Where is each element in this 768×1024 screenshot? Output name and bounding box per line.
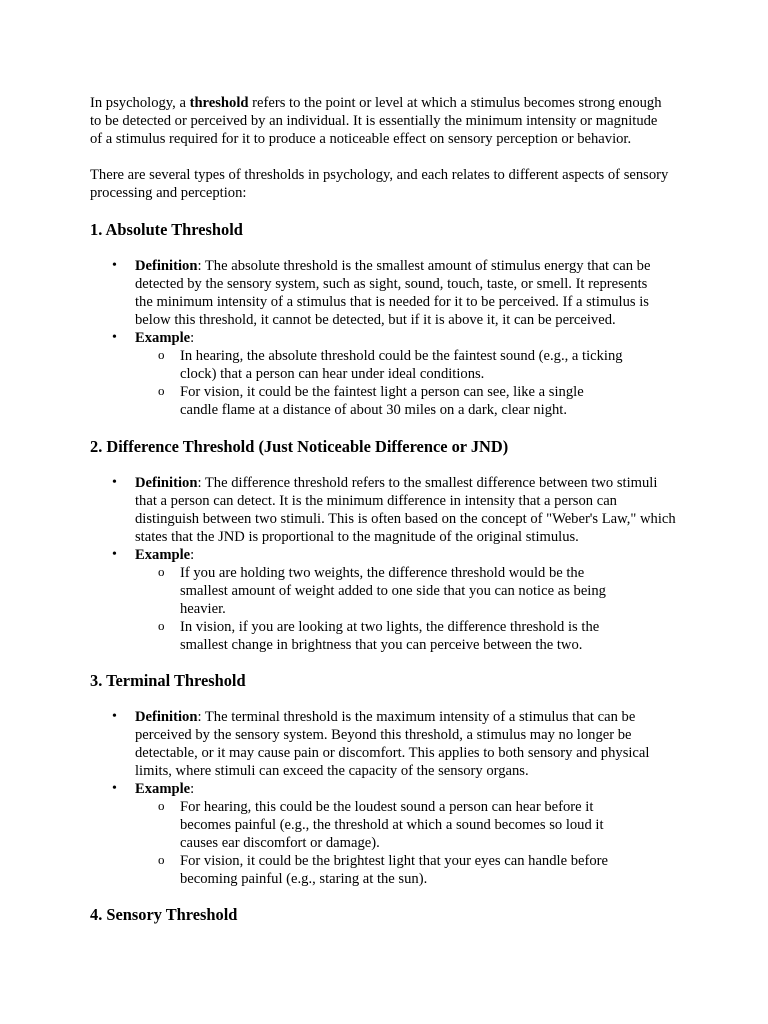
example-subitem-text: For vision, it could be the brightest light that your eyes can handle before becoming painful (e.g., staring at the sun). [180, 853, 608, 887]
definition-item [90, 474, 680, 546]
bullet-glyph: • [112, 781, 117, 796]
example-subitem-text: For vision, it could be the faintest light a person can see, like a single candle flame at a distance of about 30 miles on a dark, clear night. [180, 384, 584, 418]
example-subitem [135, 798, 625, 852]
definition-text: : The terminal threshold is the maximum intensity of a stimulus that can be perceived by the sensory system. Beyond this threshold, a stimulus may no longer be detectable, or it may cause pain or discomfort. This applies to both sensory and physical limits, where stimuli can exceed the capacity of the sensory organs. [135, 709, 650, 779]
definition-item [90, 708, 668, 780]
example-subitem [135, 564, 625, 618]
example-subitem [135, 618, 625, 654]
example-item [90, 780, 668, 888]
document-page [90, 94, 680, 925]
section-bullet-list [90, 474, 680, 654]
section-bullet-list [90, 708, 680, 888]
definition-text: : The difference threshold refers to the smallest difference between two stimuli that a person can detect. It is the minimum difference in intensity that a person can distinguish between two stimuli. This is often based on the concept of "Weber's Law," which states that the JND is proportional to the magnitude of the original stimulus. [135, 475, 676, 545]
intro-paragraph-1 [90, 94, 668, 148]
section-heading: 4. Sensory Threshold [90, 905, 238, 924]
example-subitem-text: In vision, if you are looking at two lights, the difference threshold is the smallest change in brightness that you can perceive between the two. [180, 619, 600, 653]
definition-label: Definition [135, 475, 198, 491]
bullet-glyph: • [112, 258, 117, 273]
section-bullet-list [90, 257, 680, 419]
example-colon: : [190, 781, 195, 797]
example-subitem-text: In hearing, the absolute threshold could be the faintest sound (e.g., a ticking clock) that a person can hear under ideal conditions. [180, 348, 623, 382]
example-colon: : [190, 547, 195, 563]
sub-bullet-glyph: o [158, 798, 165, 813]
section-terminal-threshold [90, 671, 680, 888]
example-sublist [135, 347, 668, 419]
intro-text-pre: In psychology, a [90, 95, 190, 111]
example-sublist [135, 798, 668, 888]
example-colon: : [190, 330, 195, 346]
sub-bullet-glyph: o [158, 347, 165, 362]
bullet-glyph: • [112, 330, 117, 345]
example-subitem [135, 383, 625, 419]
section-absolute-threshold [90, 220, 680, 419]
section-difference-threshold [90, 437, 680, 654]
section-heading: 1. Absolute Threshold [90, 220, 243, 239]
section-heading: 2. Difference Threshold (Just Noticeable Difference or JND) [90, 437, 509, 456]
example-subitem [135, 347, 625, 383]
example-subitem [135, 852, 625, 888]
sub-bullet-glyph: o [158, 564, 165, 579]
bullet-glyph: • [112, 475, 117, 490]
definition-label: Definition [135, 709, 198, 725]
section-heading: 3. Terminal Threshold [90, 671, 246, 690]
section-sensory-threshold [90, 905, 680, 925]
example-subitem-text: For hearing, this could be the loudest sound a person can hear before it becomes painful (e.g., the threshold at which a sound becomes so loud it causes ear discomfort or damage). [180, 799, 604, 851]
example-subitem-text: If you are holding two weights, the difference threshold would be the smallest amount of weight added to one side that you can notice as being heavier. [180, 565, 606, 617]
example-item [90, 329, 668, 419]
example-item [90, 546, 680, 654]
example-label: Example [135, 781, 191, 797]
example-label: Example [135, 547, 191, 563]
example-sublist [135, 564, 680, 654]
intro-paragraph-2: There are several types of thresholds in psychology, and each relates to different aspects of sensory processing and perception: [90, 167, 669, 201]
intro-term-threshold: threshold [189, 95, 249, 111]
definition-item [90, 257, 668, 329]
bullet-glyph: • [112, 709, 117, 724]
sub-bullet-glyph: o [158, 852, 165, 867]
intro-text-post: refers to the point or level at which a stimulus becomes strong enough to be detected or perceived by an individual. It is essentially the minimum intensity or magnitude of a stimulus required for it to produce a noticeable effect on sensory perception or behavior. [90, 95, 662, 147]
example-label: Example [135, 330, 191, 346]
definition-text: : The absolute threshold is the smallest amount of stimulus energy that can be detected by the sensory system, such as sight, sound, touch, taste, or smell. It represents the minimum intensity of a stimulus that is needed for it to be perceived. If a stimulus is below this threshold, it cannot be detected, but if it is above it, it can be perceived. [135, 258, 651, 328]
sub-bullet-glyph: o [158, 618, 165, 633]
sub-bullet-glyph: o [158, 383, 165, 398]
definition-label: Definition [135, 258, 198, 274]
bullet-glyph: • [112, 547, 117, 562]
